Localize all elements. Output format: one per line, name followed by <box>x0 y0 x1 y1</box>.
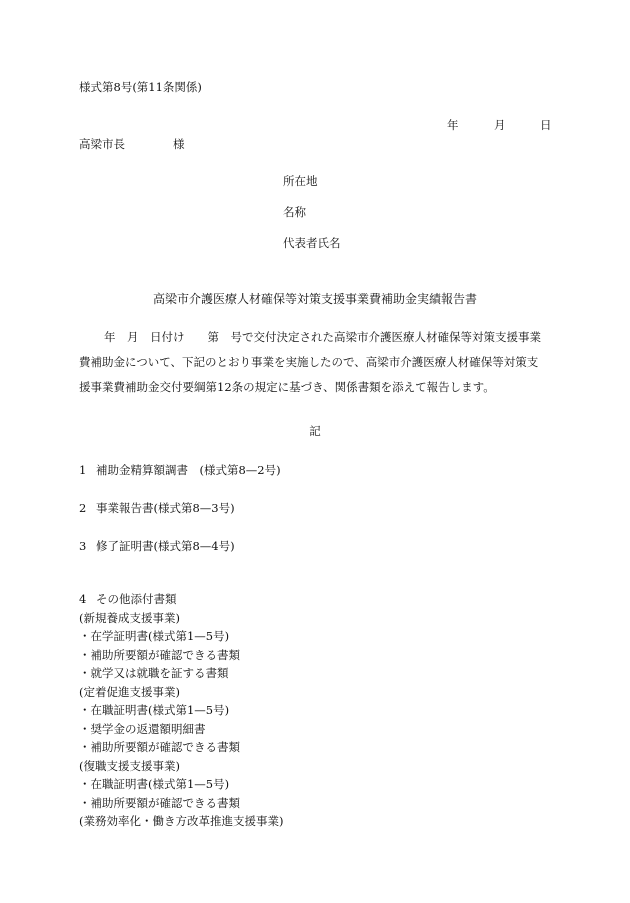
addressee: 高梁市長 <box>79 137 125 151</box>
list-item: (復職支援支援事業) <box>79 758 180 773</box>
list-item <box>79 500 559 538</box>
item-text: その他添付書類 <box>96 592 177 606</box>
other-documents <box>79 591 283 832</box>
item-text: 補助金精算額調書 (様式第8—2号) <box>96 463 281 477</box>
item-number: 3 <box>79 539 87 553</box>
list-item: ・在学証明書(様式第1—5号) <box>79 629 230 643</box>
item-number: 2 <box>79 501 87 515</box>
item-number: 4 <box>79 592 87 606</box>
list-item: ・奨学金の返還額明細書 <box>79 721 206 736</box>
item-text: 修了証明書(様式第8—4号) <box>96 539 235 553</box>
list-item: (定着促進支援事業) <box>79 684 180 699</box>
date-day-label: 日 <box>540 118 552 132</box>
name-label: 名称 <box>283 205 306 219</box>
item-number: 1 <box>79 463 87 477</box>
document-title: 高梁市介護医療人材確保等対策支援事業費補助金実績報告書 <box>152 292 477 306</box>
list-item <box>79 462 559 500</box>
note-heading: 記 <box>309 424 321 438</box>
list-item: ・補助所要額が確認できる書類 <box>79 647 240 662</box>
list-item: ・補助所要額が確認できる書類 <box>79 795 240 810</box>
list-item: ・就学又は就職を証する書類 <box>79 666 229 680</box>
body-line: 費補助金について、下記のとおり事業を実施したので、高梁市介護医療人材確保等対策支 <box>79 355 539 369</box>
list-item <box>79 538 559 576</box>
form-number: 様式第8号(第11条関係) <box>79 80 202 94</box>
list-item: (業務効率化・働き方改革推進支援事業) <box>79 814 284 828</box>
attachment-list <box>79 462 559 576</box>
item-text: 事業報告書(様式第8—3号) <box>96 501 235 515</box>
list-item: ・在職証明書(様式第1—5号) <box>79 703 230 717</box>
applicant-block <box>283 176 341 269</box>
other-docs-heading <box>79 591 283 610</box>
date-month-label: 月 <box>494 118 506 132</box>
addressee-honorific: 様 <box>173 137 185 151</box>
body-line: 年 月 日付け 第 号で交付決定された高梁市介護医療人材確保等対策支援事業 <box>104 330 541 344</box>
list-item: ・在職証明書(様式第1—5号) <box>79 777 230 791</box>
list-item: (新規養成支援事業) <box>79 610 180 625</box>
body-paragraph <box>79 325 551 400</box>
body-line: 援事業費補助金交付要綱第12条の規定に基づき、関係書類を添えて報告します。 <box>79 380 495 394</box>
date-line <box>0 120 630 134</box>
date-year-label: 年 <box>447 118 459 132</box>
address-label: 所在地 <box>283 174 318 188</box>
list-item: ・補助所要額が確認できる書類 <box>79 740 240 754</box>
representative-label: 代表者氏名 <box>283 236 341 250</box>
